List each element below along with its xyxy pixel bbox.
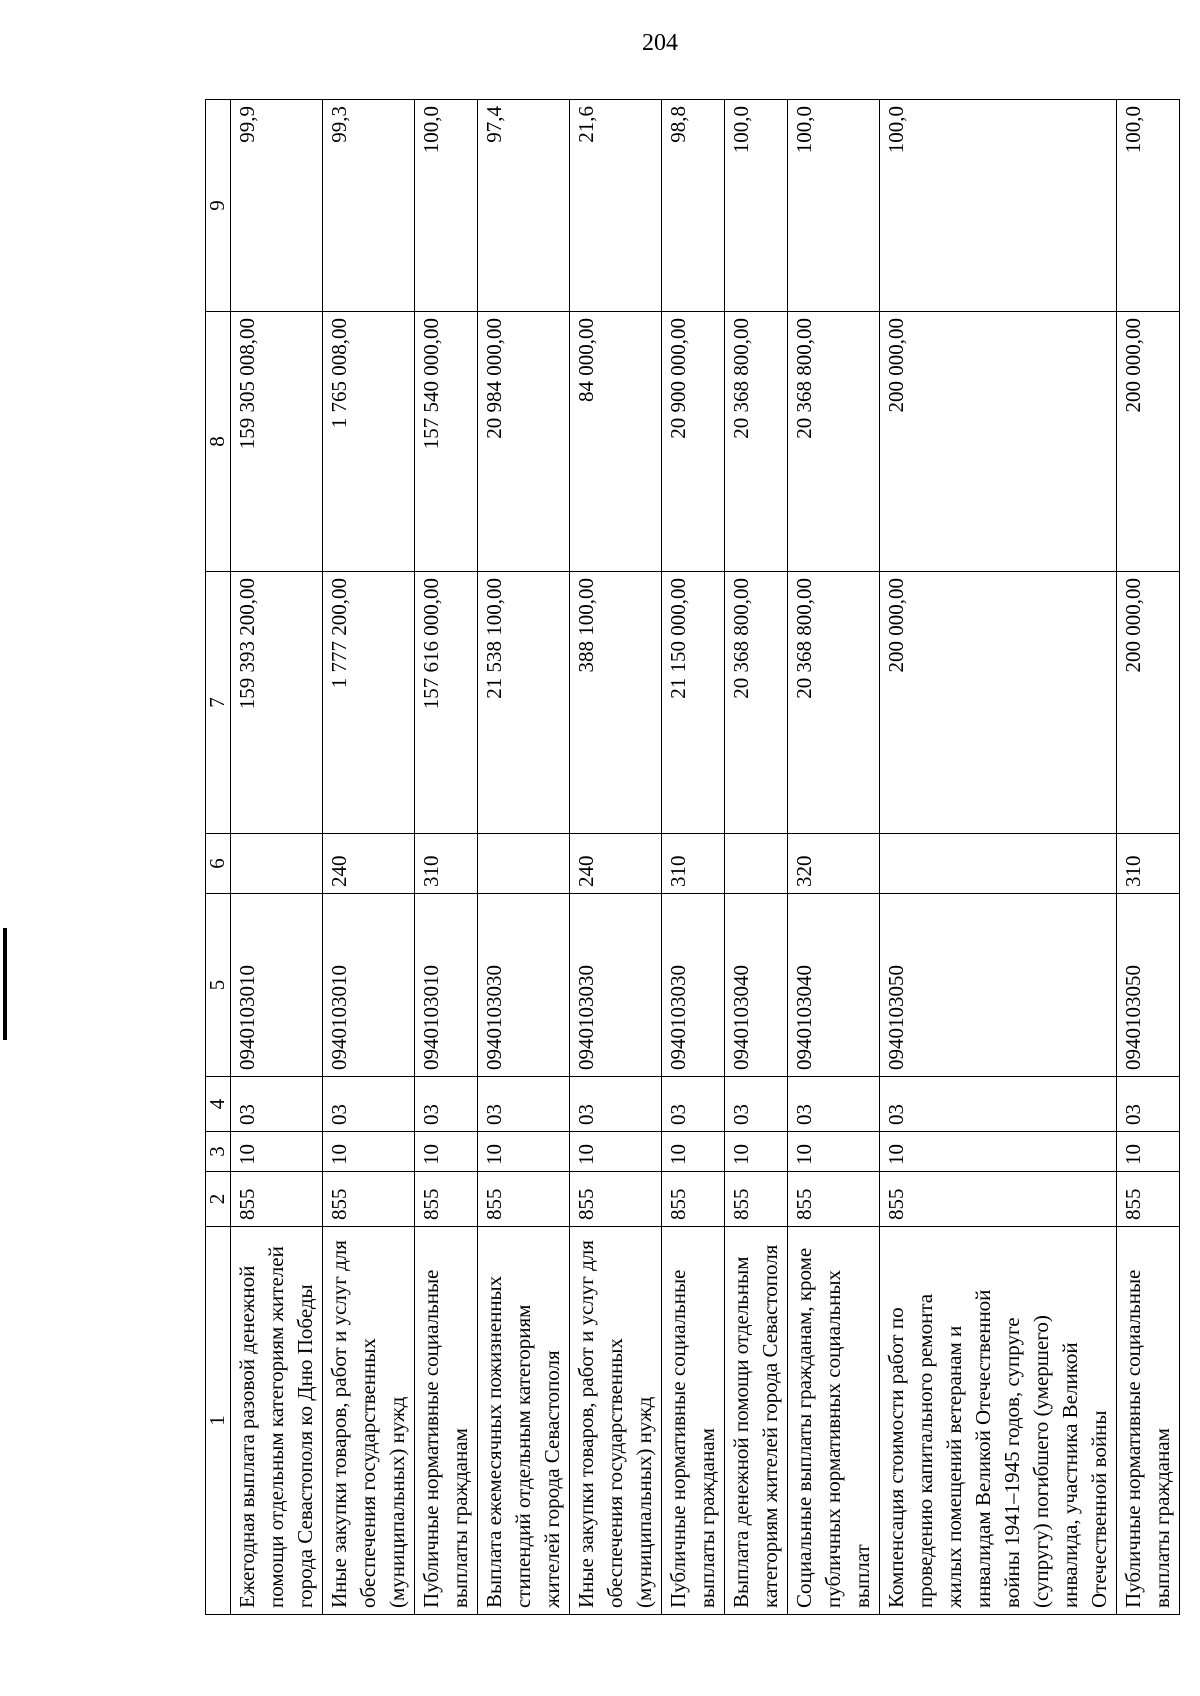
item-name-cell: Публичные нормативные социальные выплаты гражданам	[1117, 1227, 1180, 1615]
percent-cell: 100,0	[415, 100, 478, 312]
target-article-cell: 0940103030	[662, 894, 725, 1077]
expense-type-cell	[231, 834, 323, 894]
actual-amount-cell: 157 540 000,00	[415, 312, 478, 572]
percent-cell: 98,8	[662, 100, 725, 312]
expense-type-cell	[478, 834, 570, 894]
plan-amount-cell: 200 000,00	[1117, 572, 1180, 834]
actual-amount-cell: 84 000,00	[570, 312, 662, 572]
item-name-cell: Компенсация стоимости работ по проведению капитального ремонта жилых помещений ветеранам и инвалидам Великой Отечественной войны 1941–1945 годов, супруге (супругу) погибшего (умершего) инвалида, участника Великой Отечественной войны	[880, 1227, 1117, 1615]
subsection-cell: 03	[415, 1077, 478, 1132]
column-header: 9	[206, 100, 231, 312]
item-name-cell: Публичные нормативные социальные выплаты гражданам	[662, 1227, 725, 1615]
plan-amount-cell: 157 616 000,00	[415, 572, 478, 834]
percent-cell: 100,0	[788, 100, 880, 312]
section-cell: 10	[1117, 1132, 1180, 1172]
plan-amount-cell: 21 150 000,00	[662, 572, 725, 834]
table-row	[478, 100, 570, 1615]
plan-amount-cell: 1 777 200,00	[323, 572, 415, 834]
target-article-cell: 0940103030	[570, 894, 662, 1077]
section-cell: 10	[662, 1132, 725, 1172]
item-name-cell: Иные закупки товаров, работ и услуг для обеспечения государственных (муниципальных) нужд	[570, 1227, 662, 1615]
actual-amount-cell: 159 305 008,00	[231, 312, 323, 572]
table-row	[570, 100, 662, 1615]
section-cell: 10	[725, 1132, 788, 1172]
section-cell: 10	[231, 1132, 323, 1172]
subsection-cell: 03	[662, 1077, 725, 1132]
section-cell: 10	[880, 1132, 1117, 1172]
actual-amount-cell: 20 368 800,00	[725, 312, 788, 572]
target-article-cell: 0940103010	[323, 894, 415, 1077]
subsection-cell: 03	[570, 1077, 662, 1132]
margin-bar	[3, 928, 7, 1040]
admin-code-cell: 855	[725, 1172, 788, 1227]
table-row	[880, 100, 1117, 1615]
table-row	[725, 100, 788, 1615]
column-header: 2	[206, 1172, 231, 1227]
subsection-cell: 03	[323, 1077, 415, 1132]
expense-type-cell: 240	[323, 834, 415, 894]
subsection-cell: 03	[788, 1077, 880, 1132]
actual-amount-cell: 1 765 008,00	[323, 312, 415, 572]
plan-amount-cell: 159 393 200,00	[231, 572, 323, 834]
actual-amount-cell: 20 368 800,00	[788, 312, 880, 572]
section-cell: 10	[323, 1132, 415, 1172]
admin-code-cell: 855	[478, 1172, 570, 1227]
percent-cell: 99,3	[323, 100, 415, 312]
actual-amount-cell: 20 984 000,00	[478, 312, 570, 572]
target-article-cell: 0940103050	[1117, 894, 1180, 1077]
subsection-cell: 03	[478, 1077, 570, 1132]
subsection-cell: 03	[725, 1077, 788, 1132]
plan-amount-cell: 200 000,00	[880, 572, 1117, 834]
table-row	[788, 100, 880, 1615]
item-name-cell: Социальные выплаты гражданам, кроме публичных нормативных социальных выплат	[788, 1227, 880, 1615]
item-name-cell: Ежегодная выплата разовой денежной помощи отдельным категориям жителей города Севастополя ко Дню Победы	[231, 1227, 323, 1615]
target-article-cell: 0940103040	[725, 894, 788, 1077]
table-row	[323, 100, 415, 1615]
column-header: 1	[206, 1227, 231, 1615]
expense-type-cell: 310	[662, 834, 725, 894]
table-body	[231, 100, 1180, 1615]
admin-code-cell: 855	[570, 1172, 662, 1227]
target-article-cell: 0940103050	[880, 894, 1117, 1077]
admin-code-cell: 855	[415, 1172, 478, 1227]
admin-code-cell: 855	[788, 1172, 880, 1227]
expense-type-cell: 310	[415, 834, 478, 894]
percent-cell: 97,4	[478, 100, 570, 312]
header-row	[206, 100, 231, 1615]
subsection-cell: 03	[231, 1077, 323, 1132]
expense-type-cell	[880, 834, 1117, 894]
item-name-cell: Публичные нормативные социальные выплаты гражданам	[415, 1227, 478, 1615]
section-cell: 10	[570, 1132, 662, 1172]
section-cell: 10	[415, 1132, 478, 1172]
admin-code-cell: 855	[231, 1172, 323, 1227]
column-header: 5	[206, 894, 231, 1077]
target-article-cell: 0940103010	[415, 894, 478, 1077]
budget-table	[205, 99, 1180, 1615]
expense-type-cell: 310	[1117, 834, 1180, 894]
item-name-cell: Выплата денежной помощи отдельным категориям жителей города Севастополя	[725, 1227, 788, 1615]
admin-code-cell: 855	[880, 1172, 1117, 1227]
expense-type-cell: 240	[570, 834, 662, 894]
section-cell: 10	[788, 1132, 880, 1172]
plan-amount-cell: 21 538 100,00	[478, 572, 570, 834]
actual-amount-cell: 20 900 000,00	[662, 312, 725, 572]
subsection-cell: 03	[880, 1077, 1117, 1132]
section-cell: 10	[478, 1132, 570, 1172]
page-number: 204	[642, 30, 678, 56]
admin-code-cell: 855	[1117, 1172, 1180, 1227]
percent-cell: 100,0	[880, 100, 1117, 312]
percent-cell: 21,6	[570, 100, 662, 312]
percent-cell: 100,0	[1117, 100, 1180, 312]
actual-amount-cell: 200 000,00	[880, 312, 1117, 572]
plan-amount-cell: 388 100,00	[570, 572, 662, 834]
expense-type-cell	[725, 834, 788, 894]
rotated-table-container	[205, 100, 1174, 1615]
admin-code-cell: 855	[662, 1172, 725, 1227]
column-header: 7	[206, 572, 231, 834]
column-header: 4	[206, 1077, 231, 1132]
plan-amount-cell: 20 368 800,00	[725, 572, 788, 834]
table-row	[231, 100, 323, 1615]
admin-code-cell: 855	[323, 1172, 415, 1227]
item-name-cell: Выплата ежемесячных пожизненных стипендий отдельным категориям жителей города Севастополя	[478, 1227, 570, 1615]
column-header: 6	[206, 834, 231, 894]
target-article-cell: 0940103010	[231, 894, 323, 1077]
actual-amount-cell: 200 000,00	[1117, 312, 1180, 572]
target-article-cell: 0940103030	[478, 894, 570, 1077]
subsection-cell: 03	[1117, 1077, 1180, 1132]
percent-cell: 100,0	[725, 100, 788, 312]
column-header: 8	[206, 312, 231, 572]
table-row	[415, 100, 478, 1615]
table-row	[662, 100, 725, 1615]
percent-cell: 99,9	[231, 100, 323, 312]
table-row	[1117, 100, 1180, 1615]
item-name-cell: Иные закупки товаров, работ и услуг для обеспечения государственных (муниципальных) нужд	[323, 1227, 415, 1615]
target-article-cell: 0940103040	[788, 894, 880, 1077]
plan-amount-cell: 20 368 800,00	[788, 572, 880, 834]
column-header: 3	[206, 1132, 231, 1172]
expense-type-cell: 320	[788, 834, 880, 894]
